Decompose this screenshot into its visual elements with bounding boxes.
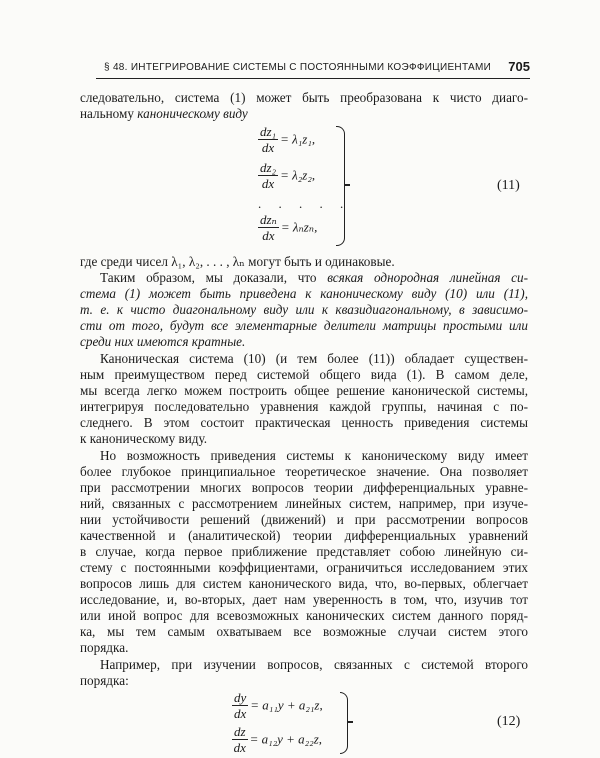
text-line: ным преимуществом перед системой общего вида (1). В самом деле, — [80, 367, 528, 382]
fraction — [232, 724, 248, 755]
right-brace — [340, 692, 348, 754]
ellipsis-row: . . . . . — [258, 196, 351, 211]
text-line: нии устойчивости решений (движений) и при рассмотрении вопросов — [80, 512, 528, 527]
equation-12-1 — [232, 690, 323, 721]
fraction — [258, 160, 278, 191]
denominator: dx — [261, 140, 275, 155]
denominator: dx — [261, 176, 275, 191]
text-line: интегрируя последовательно уравнения каждой группы, начиная с по- — [80, 399, 528, 414]
denominator: dx — [234, 706, 247, 721]
text-line: вопросов лишь для систем канонического вида, что, во-первых, облегчает — [80, 576, 528, 591]
denominator: dx — [233, 740, 246, 755]
text-span: нальному — [80, 106, 138, 121]
rhs: = λ₂z₂, — [280, 167, 316, 183]
equation-11-2 — [258, 160, 315, 191]
text-line — [80, 106, 528, 122]
text-line: качественной и (аналитической) теории дифференциальных уравнений — [80, 528, 528, 543]
text-line: или иной вопрос для всевозможных канонических систем данного поряд- — [80, 608, 528, 623]
text-line: Каноническая система (10) (и тем более (11)) обладает существен- — [100, 351, 528, 366]
text-line: порядка: — [80, 673, 129, 688]
text-line: Например, при изучении вопросов, связанных с системой второго — [100, 657, 528, 672]
text-line — [100, 270, 528, 286]
text-line: исследование, и, во-вторых, дает нам уверенность в том, что, изучив тот — [80, 592, 528, 607]
equation-number-11: (11) — [497, 178, 520, 193]
right-brace — [336, 126, 345, 246]
brace-tip — [347, 721, 353, 723]
numerator: dz₂ — [260, 160, 277, 175]
text-line: следовательно, система (1) может быть преобразована к чисто диаго- — [80, 90, 528, 105]
text-line: ний, связанных с рассмотрением линейных систем, например, при изуче- — [80, 496, 528, 511]
text-line: где среди чисел λ₁, λ₂, . . . , λₙ могут быть и одинаковые. — [80, 254, 395, 269]
text-line: к каноническому виду. — [80, 431, 208, 446]
brace-tip — [344, 184, 350, 186]
italic-span: всякая однородная линейная си- — [327, 270, 528, 285]
fraction — [258, 124, 278, 155]
text-line: следнего. В этом состоит практическая ценность приведения системы — [80, 415, 528, 430]
numerator: dz₁ — [260, 124, 277, 139]
fraction — [258, 212, 279, 243]
numerator: dzₙ — [260, 212, 277, 227]
text-span: Таким образом, мы доказали, что — [100, 270, 328, 285]
running-title: § 48. ИНТЕГРИРОВАНИЕ СИСТЕМЫ С ПОСТОЯННЫМИ КОЭФФИЦИЕНТАМИ — [104, 62, 492, 73]
denominator: dx — [262, 228, 275, 243]
text-line: ка, мы тем самым охватываем все возможные случаи систем этого — [80, 624, 528, 639]
equation-12-2 — [232, 724, 322, 755]
italic-span: каноническому виду — [137, 106, 248, 121]
rhs: = λ₁z₁, — [280, 131, 316, 147]
text-line: сти от того, будут все элементарные делители матрицы простыми или — [80, 318, 528, 333]
text-line: при рассмотрении многих вопросов теории дифференциальных уравне- — [80, 480, 528, 495]
text-line: порядка. — [80, 640, 129, 655]
text-line: более глубокое принципиальное теоретическое значение. Она позволяет — [80, 464, 528, 479]
text-line: стему с постоянными коэффициентами, ограничиться исследованием этих — [80, 560, 528, 575]
text-line: т. е. к чисто диагональному виду или к квазидиагональному, в зависимо- — [80, 302, 528, 317]
page-number: 705 — [508, 59, 530, 74]
equation-number-12: (12) — [497, 714, 521, 729]
text-line: среди них имеются кратные. — [80, 334, 246, 349]
numerator: dy — [234, 690, 247, 705]
fraction — [232, 690, 248, 721]
equation-11-1 — [258, 124, 315, 155]
rhs: = a₁₂y + a₂₂z, — [249, 731, 323, 747]
text-line: стема (1) может быть приведена к каноническому виду (10) или (11), — [80, 286, 528, 301]
rhs: = λₙzₙ, — [280, 219, 318, 235]
text-line: Но возможность приведения системы к каноническому виду имеет — [100, 448, 528, 463]
running-header — [96, 60, 530, 79]
numerator: dz — [234, 724, 246, 739]
rhs: = a₁₁y + a₂₁z, — [250, 697, 323, 713]
equation-11-n — [258, 212, 317, 243]
text-line: мы всегда легко можем построить общее решение канонической системы, — [80, 383, 528, 398]
text-line: в случае, когда первое приближение представляет собою линейную си- — [80, 544, 528, 559]
